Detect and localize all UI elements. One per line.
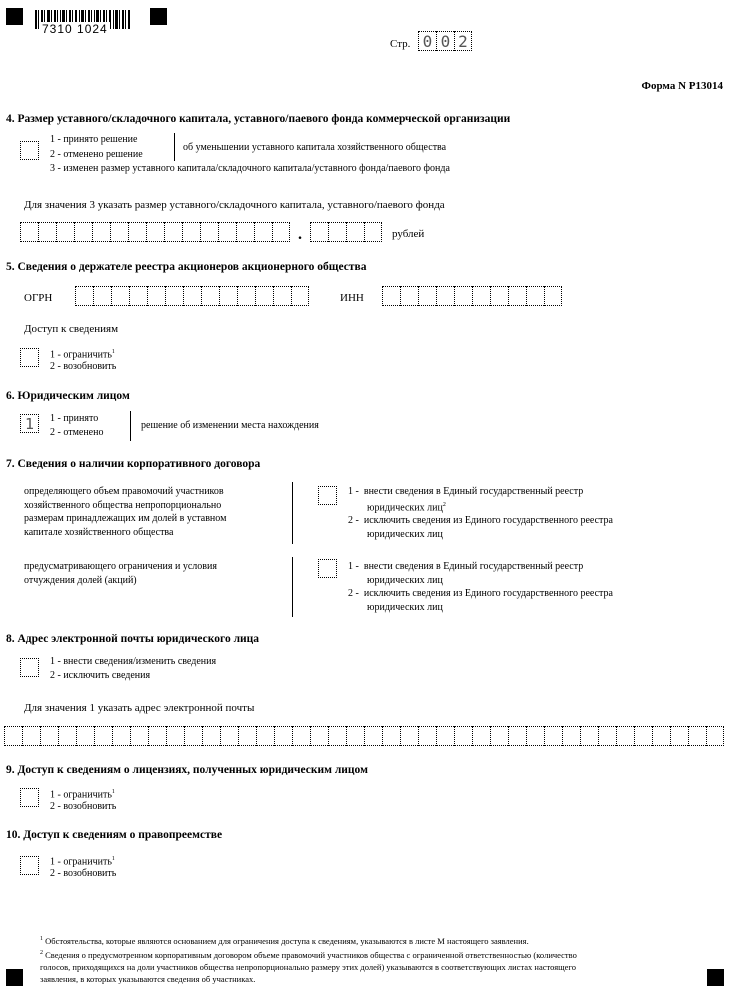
inn-label: ИНН: [340, 292, 364, 304]
section-10-option-1: 1 - ограничить$^1$: [50, 856, 115, 868]
section-5-option-2: 2 - возобновить: [50, 361, 117, 372]
section-8-option-2: 2 - исключить сведения: [50, 670, 151, 681]
email-cell[interactable]: [130, 726, 148, 746]
ogrn-cell[interactable]: [183, 286, 201, 306]
section-10-title: 10. Доступ к сведениям о правопреемстве: [6, 829, 223, 841]
email-cell[interactable]: [706, 726, 724, 746]
amount-cell[interactable]: [182, 222, 200, 242]
section-4-hint: Для значения 3 указать размер уставного/складочного капитала, уставного/паевого фонда: [24, 199, 445, 211]
ogrn-label: ОГРН: [24, 292, 53, 304]
page-digit-cell: 0: [436, 31, 454, 51]
amount-cell[interactable]: [38, 222, 56, 242]
fraction-cell[interactable]: [310, 222, 328, 242]
amount-cell[interactable]: [254, 222, 272, 242]
inn-cell[interactable]: [544, 286, 562, 306]
fraction-cell[interactable]: [328, 222, 346, 242]
section-7-block-2-text: предусматривающего ограничения и условия отчуждения долей (акций): [24, 561, 217, 586]
amount-cell[interactable]: [164, 222, 182, 242]
ogrn-cells[interactable]: [75, 286, 309, 306]
page-digit-cell: 0: [418, 31, 436, 51]
amount-cell[interactable]: [74, 222, 92, 242]
email-cell[interactable]: [580, 726, 598, 746]
email-cell[interactable]: [274, 726, 292, 746]
section-7-block-2-options: 1 - внести сведения в Единый государственный реестр юридических лиц 2 - исключить сведения из Единого государственного реестра юридических лиц: [348, 561, 613, 613]
section-9-title: 9. Доступ к сведениям о лицензиях, полученных юридическим лицом: [6, 764, 368, 776]
section-4-option-2: 2 - отменено решение: [50, 149, 143, 160]
ogrn-cell[interactable]: [291, 286, 309, 306]
section-6-option-2: 2 - отменено: [50, 427, 104, 438]
section-4-option-3: 3 - изменен размер уставного капитала/складочного капитала/уставного фонда/паевого фонда: [50, 163, 450, 174]
inn-cell[interactable]: [400, 286, 418, 306]
footnote-2: $^2$ Сведения о предусмотренном корпоративным договором объеме правомочий участников общества с ограниченной ответственностью (количество голосов, приходящихся на доли участников общества непропорционально размеру этих долей) указываются в соответствующих листах настоящего заявления, в которых указываются сведения об участниках.: [40, 949, 577, 984]
section-8-choice-box[interactable]: [20, 658, 39, 677]
email-cell[interactable]: [328, 726, 346, 746]
inn-cell[interactable]: [436, 286, 454, 306]
inn-cell[interactable]: [454, 286, 472, 306]
corner-marker-top-right: [150, 8, 167, 25]
ogrn-cell[interactable]: [219, 286, 237, 306]
page-digit-cell: 2: [454, 31, 472, 51]
section-6-divider: [130, 411, 131, 441]
email-cells[interactable]: [4, 726, 724, 746]
section-6-option-1: 1 - принято: [50, 413, 99, 424]
email-cell[interactable]: [508, 726, 526, 746]
amount-cell[interactable]: [146, 222, 164, 242]
barcode-number: 7310 1024: [42, 22, 108, 36]
email-cell[interactable]: [166, 726, 184, 746]
section-6-title: 6. Юридическим лицом: [6, 390, 130, 402]
email-cell[interactable]: [202, 726, 220, 746]
section-7-block-1-text: определяющего объем правомочий участников хозяйственного общества непропорционально размерам принадлежащих им долей в уставном капитале хозяйственного общества: [24, 486, 227, 538]
section-9-choice-box[interactable]: [20, 788, 39, 807]
inn-cells[interactable]: [382, 286, 562, 306]
email-cell[interactable]: [58, 726, 76, 746]
ogrn-cell[interactable]: [75, 286, 93, 306]
section-4-choice-box[interactable]: [20, 141, 39, 160]
section-5-title: 5. Сведения о держателе реестра акционеров акционерного общества: [6, 261, 367, 273]
amount-cell[interactable]: [128, 222, 146, 242]
email-cell[interactable]: [238, 726, 256, 746]
email-cell[interactable]: [670, 726, 688, 746]
section-7-block-1-options: 1 - внести сведения в Единый государственный реестр юридических лиц$^2$ 2 - исключить сведения из Единого государственного реестра юридических лиц: [348, 486, 613, 540]
email-cell[interactable]: [40, 726, 58, 746]
email-cell[interactable]: [148, 726, 166, 746]
inn-cell[interactable]: [508, 286, 526, 306]
fraction-cell[interactable]: [364, 222, 382, 242]
email-cell[interactable]: [94, 726, 112, 746]
email-cell[interactable]: [112, 726, 130, 746]
section-4-option-1: 1 - принято решение: [50, 134, 138, 145]
email-cell[interactable]: [184, 726, 202, 746]
email-cell[interactable]: [310, 726, 328, 746]
section-7-divider-2: [292, 557, 293, 617]
currency-label: рублей: [392, 228, 425, 240]
email-cell[interactable]: [292, 726, 310, 746]
email-cell[interactable]: [544, 726, 562, 746]
email-cell[interactable]: [616, 726, 634, 746]
email-cell[interactable]: [634, 726, 652, 746]
email-cell[interactable]: [562, 726, 580, 746]
email-cell[interactable]: [256, 726, 274, 746]
section-6-choice-box[interactable]: 1: [20, 414, 39, 433]
section-6-side-text: решение об изменении места нахождения: [141, 420, 319, 431]
email-cell[interactable]: [598, 726, 616, 746]
amount-cell[interactable]: [110, 222, 128, 242]
ogrn-cell[interactable]: [129, 286, 147, 306]
amount-cell[interactable]: [236, 222, 254, 242]
section-9-option-2: 2 - возобновить: [50, 801, 117, 812]
section-8-option-1: 1 - внести сведения/изменить сведения: [50, 656, 217, 667]
ogrn-cell[interactable]: [201, 286, 219, 306]
email-cell[interactable]: [346, 726, 364, 746]
section-5-option-1: 1 - ограничить$^1$: [50, 349, 115, 361]
capital-fraction-cells[interactable]: [310, 222, 382, 242]
amount-cell[interactable]: [92, 222, 110, 242]
email-cell[interactable]: [490, 726, 508, 746]
corner-marker-bottom-left: [6, 969, 23, 986]
inn-cell[interactable]: [418, 286, 436, 306]
email-cell[interactable]: [454, 726, 472, 746]
page-label: Стр.: [390, 38, 411, 50]
section-7-choice-box-1[interactable]: [318, 486, 337, 505]
corner-marker-top-left: [6, 8, 23, 25]
section-10-choice-box[interactable]: [20, 856, 39, 875]
decimal-point: .: [298, 226, 302, 243]
inn-cell[interactable]: [472, 286, 490, 306]
email-cell[interactable]: [418, 726, 436, 746]
inn-cell[interactable]: [526, 286, 544, 306]
section-8-title: 8. Адрес электронной почты юридического лица: [6, 633, 260, 645]
amount-cell[interactable]: [200, 222, 218, 242]
email-cell[interactable]: [652, 726, 670, 746]
fraction-cell[interactable]: [346, 222, 364, 242]
section-8-hint: Для значения 1 указать адрес электронной почты: [24, 702, 255, 714]
email-cell[interactable]: [364, 726, 382, 746]
section-7-title: 7. Сведения о наличии корпоративного договора: [6, 458, 261, 470]
email-cell[interactable]: [220, 726, 238, 746]
ogrn-cell[interactable]: [165, 286, 183, 306]
footnote-1: $^1$ Обстоятельства, которые являются основанием для ограничения доступа к сведениям, указываются в листе М настоящего заявления.: [40, 935, 529, 946]
email-cell[interactable]: [526, 726, 544, 746]
ogrn-cell[interactable]: [237, 286, 255, 306]
email-cell[interactable]: [382, 726, 400, 746]
ogrn-cell[interactable]: [273, 286, 291, 306]
email-cell[interactable]: [4, 726, 22, 746]
email-cell[interactable]: [400, 726, 418, 746]
email-cell[interactable]: [436, 726, 454, 746]
section-9-option-1: 1 - ограничить$^1$: [50, 789, 115, 801]
email-cell[interactable]: [76, 726, 94, 746]
capital-amount-cells[interactable]: [20, 222, 290, 242]
ogrn-cell[interactable]: [111, 286, 129, 306]
ogrn-cell[interactable]: [93, 286, 111, 306]
amount-cell[interactable]: [56, 222, 74, 242]
section-7-divider-1: [292, 482, 293, 544]
form-title: Форма N Р13014: [641, 80, 723, 92]
section-4-side-text: об уменьшении уставного капитала хозяйственного общества: [183, 142, 447, 153]
amount-cell[interactable]: [272, 222, 290, 242]
corner-marker-bottom-right: [707, 969, 724, 986]
amount-cell[interactable]: [20, 222, 38, 242]
section-10-option-2: 2 - возобновить: [50, 868, 117, 879]
ogrn-cell[interactable]: [147, 286, 165, 306]
access-label: Доступ к сведениям: [24, 323, 119, 335]
email-cell[interactable]: [472, 726, 490, 746]
section-5-choice-box[interactable]: [20, 348, 39, 367]
section-4-title: 4. Размер уставного/складочного капитала, уставного/паевого фонда коммерческой организации: [6, 113, 511, 125]
inn-cell[interactable]: [382, 286, 400, 306]
ogrn-cell[interactable]: [255, 286, 273, 306]
inn-cell[interactable]: [490, 286, 508, 306]
section-7-choice-box-2[interactable]: [318, 559, 337, 578]
page-number-cells: [418, 31, 472, 51]
email-cell[interactable]: [22, 726, 40, 746]
section-4-divider: [174, 133, 175, 161]
email-cell[interactable]: [688, 726, 706, 746]
amount-cell[interactable]: [218, 222, 236, 242]
